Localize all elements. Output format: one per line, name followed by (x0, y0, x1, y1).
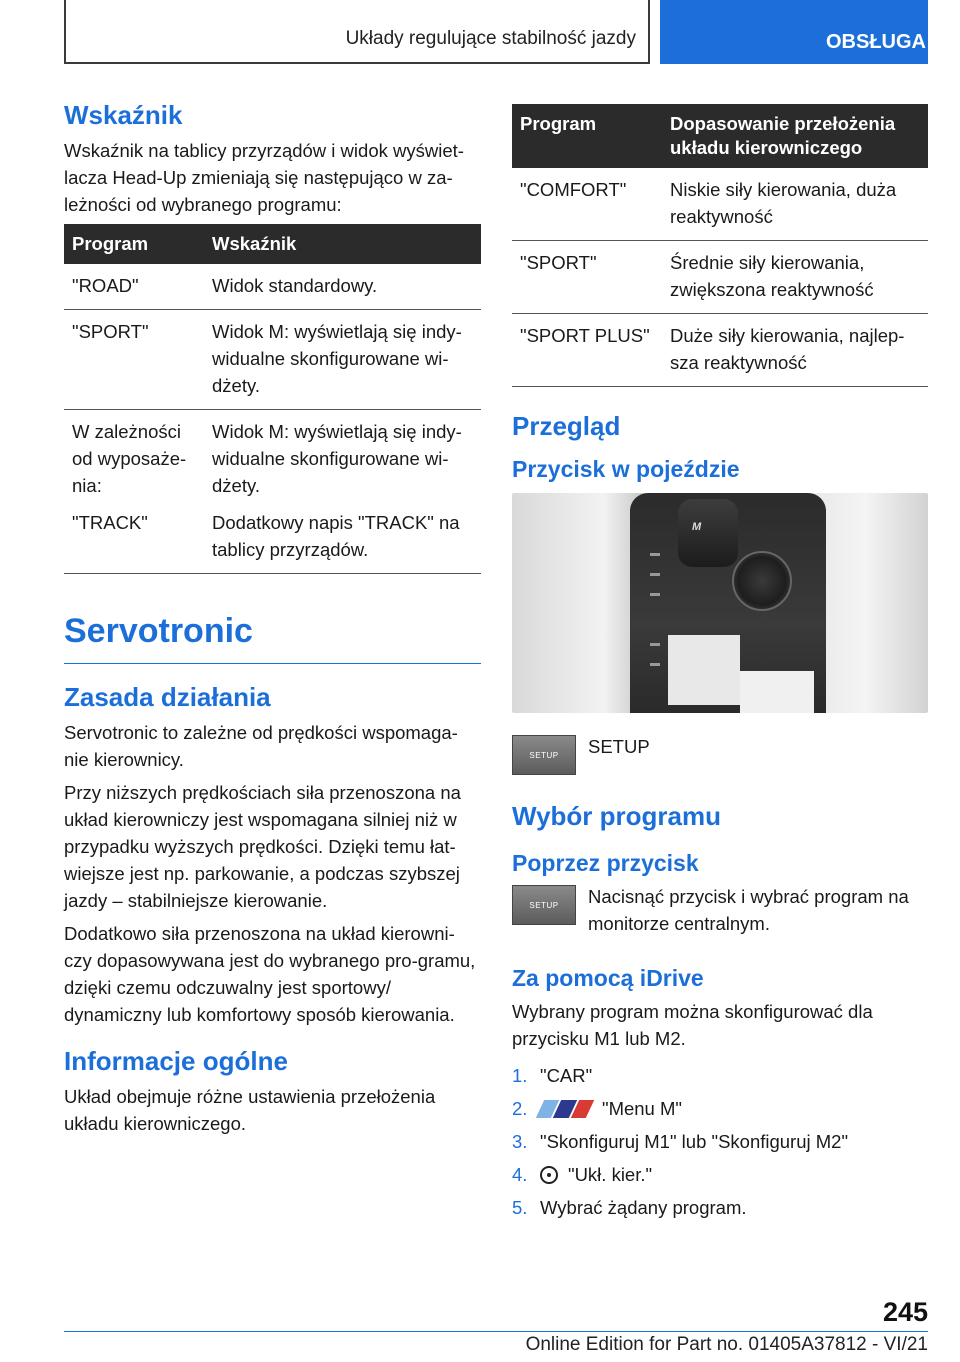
step-text: "Ukł. kier." (568, 1164, 653, 1185)
idrive-text: Wybrany program można skonfigurować dla przycisku M1 lub M2. (512, 1001, 873, 1049)
table-row (64, 410, 481, 502)
table-cell: "SPORT" (64, 310, 204, 410)
table-cell: Widok M: wyświetlają się indy-widualne skonfigurowane wi-dżety. (204, 310, 481, 410)
table-header-program: Program (64, 224, 204, 264)
list-item (512, 1194, 928, 1221)
heading-wybor-programu: Wybór programu (512, 801, 721, 831)
idrive-controller-icon (732, 551, 792, 611)
setup-button-label: SETUP (529, 750, 559, 760)
left-column (64, 100, 481, 1143)
heading-za-pomoca-idrive: Za pomocą iDrive (512, 965, 704, 991)
step-text: "CAR" (540, 1065, 593, 1086)
table-row (512, 314, 928, 387)
przelozenie-table (512, 104, 928, 387)
console-panel (668, 635, 740, 705)
table-row (64, 501, 481, 574)
heading-poprzez-przycisk: Poprzez przycisk (512, 850, 699, 876)
center-console (630, 493, 826, 713)
servotronic-p2: Przy niższych prędkościach siła przenoszona na układ kierowniczy jest wspomagana silniej niż w przypadku wyższych prędkości. Dzięki temu łat-wiejsze jest np. parkowanie, a podczas szybszej jazdy – stabilniejsze kierowanie. (64, 782, 461, 911)
edition-text: Online Edition for Part no. 01405A37812 - VI/21 (525, 1334, 928, 1355)
list-item (512, 1062, 928, 1089)
console-button-icon (650, 553, 660, 556)
console-button-icon (650, 643, 660, 646)
heading-wskaznik: Wskaźnik (64, 100, 183, 130)
console-button-icon (650, 593, 660, 596)
right-column (512, 104, 928, 1227)
page-number: 245 (882, 1297, 928, 1327)
steering-wheel-icon (540, 1166, 558, 1184)
heading-przycisk-w-pojezdzie: Przycisk w pojeździe (512, 456, 740, 482)
header-section-title: Układy regulujące stabilność jazdy (345, 28, 636, 49)
step-number: 2. (512, 1098, 528, 1119)
wskaznik-intro: Wskaźnik na tablicy przyrządów i widok wyświet-lacza Head-Up zmieniają się następująco w za-leżności od wybranego programu: (64, 140, 464, 215)
setup-caption-row (512, 733, 928, 775)
table-cell: Niskie siły kierowania, duża reaktywność (662, 168, 928, 241)
table-cell: "TRACK" (64, 501, 204, 574)
table-row (64, 264, 481, 310)
m-menu-icon (536, 1100, 596, 1118)
setup-button-icon (512, 735, 576, 775)
table-cell: W zależności od wyposaże-nia: (72, 421, 187, 496)
console-button-icon (650, 663, 660, 666)
table-header-program: Program (512, 104, 662, 168)
table-row (64, 310, 481, 410)
list-item (512, 1128, 928, 1155)
table-row (512, 241, 928, 314)
table-cell: Widok standardowy. (204, 264, 481, 310)
table-cell: Widok M: wyświetlają się indy-widualne skonfigurowane wi-dżety. (212, 421, 462, 496)
step-text: "Skonfiguruj M1" lub "Skonfiguruj M2" (540, 1131, 849, 1152)
footer-divider (64, 1331, 928, 1332)
table-row (512, 168, 928, 241)
heading-zasada-dzialania: Zasada działania (64, 682, 271, 712)
m-badge-icon: M (692, 521, 702, 533)
header-title-box (64, 0, 650, 64)
table-cell: "COMFORT" (512, 168, 662, 241)
table-header-dopasowanie: Dopasowanie przełożenia układu kierowniczego (662, 104, 928, 168)
servotronic-p3: Dodatkowo siła przenoszona na układ kierowni-czy dopasowywana jest do wybranego pro-gramu, dzięki czemu odczuwalny jest sportowy/ dynamiczny lub komfortowy sposób kierowania. (64, 923, 476, 1025)
console-panel (740, 671, 814, 713)
header-tab-label: OBSŁUGA (826, 31, 926, 53)
wskaznik-table (64, 224, 481, 574)
page-header (64, 0, 928, 64)
list-item (512, 1161, 928, 1188)
gear-selector-icon (678, 499, 738, 567)
idrive-steps (512, 1062, 928, 1221)
poprzez-text: Nacisnąć przycisk i wybrać program na monitorze centralnym. (588, 886, 909, 934)
step-number: 4. (512, 1164, 528, 1185)
list-item (512, 1095, 928, 1122)
table-cell: "SPORT PLUS" (512, 314, 662, 387)
header-tab-obsluga[interactable] (660, 0, 928, 64)
poprzez-row (512, 883, 928, 937)
heading-przeglad: Przegląd (512, 411, 621, 441)
servotronic-p1: Servotronic to zależne od prędkości wspomaga-nie kierownicy. (64, 722, 458, 770)
table-cell: Dodatkowy napis "TRACK" na tablicy przyrządów. (204, 501, 481, 574)
heading-servotronic: Servotronic (64, 612, 481, 664)
table-cell: "ROAD" (64, 264, 204, 310)
table-cell: Duże siły kierowania, najlep-sza reaktywność (662, 314, 928, 387)
servotronic-p4: Układ obejmuje różne ustawienia przełożenia układu kierowniczego. (64, 1086, 436, 1134)
table-header-wskaznik: Wskaźnik (204, 224, 481, 264)
step-number: 5. (512, 1197, 528, 1218)
console-button-icon (650, 573, 660, 576)
setup-button-label: SETUP (529, 900, 559, 910)
setup-button-icon (512, 885, 576, 925)
table-cell: Średnie siły kierowania, zwiększona reaktywność (662, 241, 928, 314)
step-text: "Menu M" (602, 1098, 682, 1119)
table-cell: "SPORT" (512, 241, 662, 314)
console-photo (512, 493, 928, 713)
setup-caption: SETUP (588, 736, 650, 757)
heading-informacje-ogolne: Informacje ogólne (64, 1046, 288, 1076)
step-text: Wybrać żądany program. (540, 1197, 747, 1218)
step-number: 1. (512, 1065, 528, 1086)
step-number: 3. (512, 1131, 528, 1152)
